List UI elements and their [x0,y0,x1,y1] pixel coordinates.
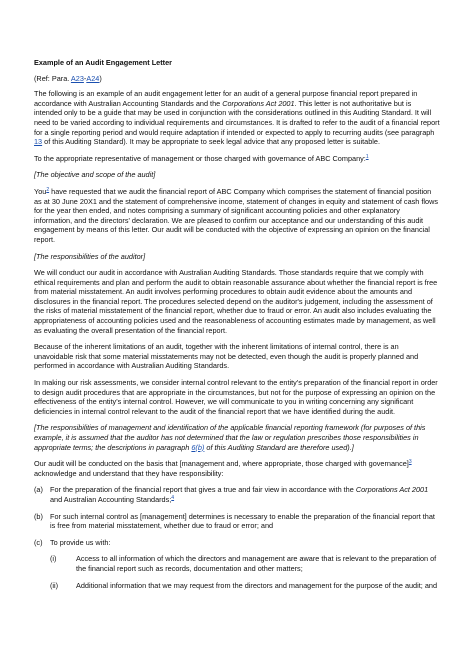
heading-auditor [34,252,440,262]
list-item [34,485,440,504]
ref-dash: - [83,73,87,83]
auditor-paragraph: In making our risk assessments, we consider internal control relevant to the entity's preparation of the financial report in order to design audit procedures that are appropriate in the circumstances, but not for the purpose of expressing an opinion on the effectiveness of the entity's internal control. However, we will communicate to you in writing concerning any significant deficiencies in internal control relevant to the audit of the financial report that we have identified during the audit. [34,378,438,416]
list-text: To provide us with: [50,537,111,547]
auditor-paragraph: We will conduct our audit in accordance with Australian Auditing Standards. Those standards require that we comply with ethical requirements and plan and perform the audit to obtain reasonable assurance about whether the financial report is free from material misstatement. An audit involves performing procedures to obtain audit evidence about the amounts and disclosures in the financial report. The procedures selected depend on the auditor's judgement, including the assessment of the risks of material misstatement of the financial report, whether due to fraud or error. An audit also includes evaluating the appropriateness of accounting policies used and the reasonableness of accounting estimates made by management, as well as evaluating the overall presentation of the financial report. [34,268,438,335]
intro-act-name: Corporations Act 2001 [222,98,295,108]
document-title: Example of an Audit Engagement Letter [34,58,172,67]
heading-objective [34,170,440,180]
list-text: For the preparation of the financial report that gives a true and fair view in accordance with the [50,485,356,495]
paragraph-13-link[interactable]: 13 [34,137,43,147]
sub-list-marker: (i) [50,554,57,564]
list-text: For such internal control as [management] determines is necessary to enable the preparation of the financial report that is free from material misstatement, whether due to fraud or error; and [50,511,435,531]
basis-paragraph [34,459,440,478]
auditor-paragraph: Because of the inherent limitations of an audit, together with the inherent limitations of internal control, there is an unavoidable risk that some material misstatements may not be detected, even though the audit is properly planned and performed in accordance with Australian Auditing Standards. [34,342,419,371]
objective-paragraph [34,187,440,245]
ref-link-a23[interactable]: A23 [70,73,84,83]
sub-list-text: Additional information that we may request from the directors and management for the purpose of the audit; and [76,580,437,590]
sub-list-marker: (ii) [50,580,59,590]
basis-text-1: Our audit will be conducted on the basis that [management and, where appropriate, those charged with governance] [34,459,409,469]
framework-note-text-1: [The responsibilities of management and identification of the applicable financial reporting framework (for purposes of this example, it is assumed that the auditor has not determined that the law or regulation prescribes those responsibilities in appropriate terms; the descriptions in paragraph [34,423,426,452]
footnote-1-link[interactable]: 1 [365,153,369,160]
list-marker: (c) [34,537,43,547]
footnote-4-link[interactable]: 4 [171,494,175,501]
intro-text-3: of this Auditing Standard). It may be appropriate to seek legal advice that any proposed letter is suitable. [42,137,381,147]
intro-text-1: The following is an example of an audit engagement letter for an audit of a general purpose financial report prepared in accordance with Australian Accounting Standards and the [34,89,418,108]
list-marker: (a) [34,485,43,495]
ref-suffix: ) [99,73,102,83]
objective-text-1: You [34,186,47,196]
paragraph-6b-link[interactable]: 6(b) [191,442,205,452]
list-item [34,538,440,548]
framework-note-text-2: of this Auditing Standard are therefore used).] [204,442,354,452]
ref-prefix: (Ref: Para. [34,73,71,83]
reference-line [34,74,440,84]
list-item [34,512,440,531]
list-marker: (b) [34,511,43,521]
ref-link-a24[interactable]: A24 [86,73,100,83]
objective-text-2: have requested that we audit the financial report of ABC Company which comprises the statement of financial position as at 30 June 20X1 and the statement of comprehensive income, statement of changes in equity and statement of cash flows for the year then ended, and notes comprising a summary of significant accounting policies and other explanatory information, and the directors' declaration. We are pleased to confirm our acceptance and our understanding of this audit engagement by means of this letter. Our audit will be conducted with the objective of expressing an opinion on the financial report. [34,186,439,244]
sub-list-item [50,581,440,591]
intro-text-2: . This letter is not authoritative but is intended only to be a guide that may be used in conjunction with the considerations outlined in this Auditing Standard. It will need to be varied according to individual requirements and circumstances. It is drafted to refer to the audit of a financial report for a single reporting period and would require adaptation if intended or expected to apply to recurring audits (see paragraph [34,98,440,137]
basis-text-2: acknowledge and understand that they have responsibility: [34,468,224,478]
addressee-text: To the appropriate representative of management or those charged with governance of ABC Company: [34,153,366,163]
heading-objective-text: [The objective and scope of the audit] [34,170,156,180]
footnote-3-link[interactable]: 3 [408,459,412,466]
intro-paragraph [34,89,440,147]
list-act-name: Corporations Act 2001 [355,485,429,495]
sub-list-text: Access to all information of which the directors and management are aware that is relevant to the preparation of the financial report such as records, documentation and other matters; [76,554,437,573]
list-text: and Australian Accounting Standards; [50,494,172,504]
footnote-2-link[interactable]: 2 [46,186,50,193]
heading-auditor-text: [The responsibilities of the auditor] [34,251,146,261]
addressee-line [34,154,440,164]
framework-note [34,423,440,452]
sub-list-item [50,554,440,573]
letter-content [34,58,440,597]
